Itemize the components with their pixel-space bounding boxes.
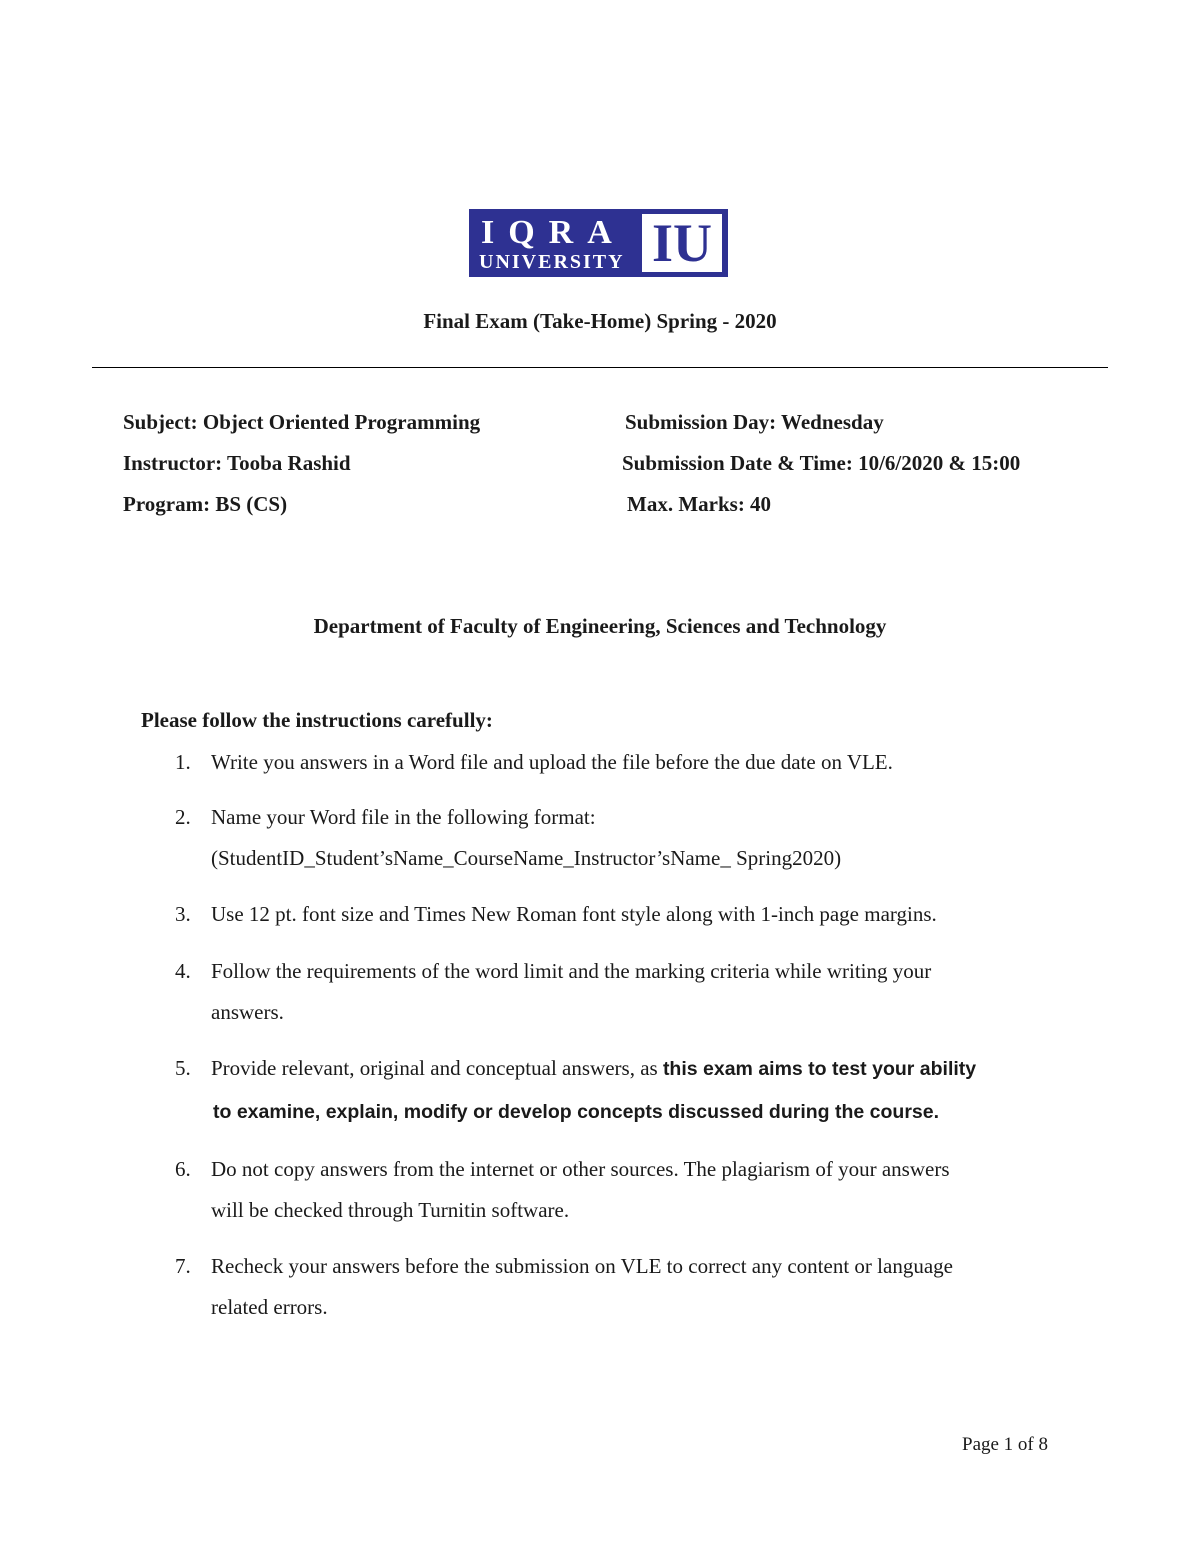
program-field: Program: BS (CS) [123,492,288,516]
item-text: related errors. [211,1295,328,1319]
item-text: Use 12 pt. font size and Times New Roman font style along with 1-inch page margins. [211,902,937,926]
subject-field: Subject: Object Oriented Programming [123,410,481,434]
university-logo [469,209,728,277]
item-text-bold: this exam aims to test your ability [662,1058,977,1080]
item-number: 2. [175,805,191,829]
submission-day-field: Submission Day: Wednesday [625,410,884,434]
item-number: 7. [175,1254,191,1278]
logo-monogram: IU [642,214,722,272]
logo-university-text: UNIVERSITY [479,251,625,273]
item-number: 3. [175,902,191,926]
item-number: 4. [175,959,191,983]
item-text: Do not copy answers from the internet or other sources. The plagiarism of your answers [211,1157,950,1181]
item-text: (StudentID_Student’sName_CourseName_Instructor’sName_ Spring2020) [211,846,842,870]
page-number: Page 1 of 8 [962,1434,1049,1455]
department-heading: Department of Faculty of Engineering, Sciences and Technology [313,614,887,638]
item-text: will be checked through Turnitin software. [211,1198,570,1222]
max-marks-field: Max. Marks: 40 [627,492,772,516]
item-text: answers. [211,1000,284,1024]
item-text: Recheck your answers before the submission on VLE to correct any content or language [211,1254,953,1278]
item-text-regular: Provide relevant, original and conceptual answers, as [211,1056,663,1080]
logo-iqra-text: IQRA [481,214,626,251]
item-text: Follow the requirements of the word limit and the marking criteria while writing your [211,959,932,983]
instructor-field: Instructor: Tooba Rashid [123,451,351,475]
item-number: 5. [175,1056,191,1080]
item-text [211,1048,976,1089]
instructions-heading: Please follow the instructions carefully: [141,708,493,732]
exam-title: Final Exam (Take-Home) Spring - 2020 [423,309,777,333]
item-number: 1. [175,750,191,774]
item-number: 6. [175,1157,191,1181]
title-divider [92,367,1108,368]
item-text-bold: to examine, explain, modify or develop concepts discussed during the course. [213,1101,940,1123]
item-text: Name your Word file in the following format: [211,805,596,829]
item-text: Write you answers in a Word file and upload the file before the due date on VLE. [211,750,893,774]
submission-datetime-field: Submission Date & Time: 10/6/2020 & 15:00 [622,451,1021,475]
